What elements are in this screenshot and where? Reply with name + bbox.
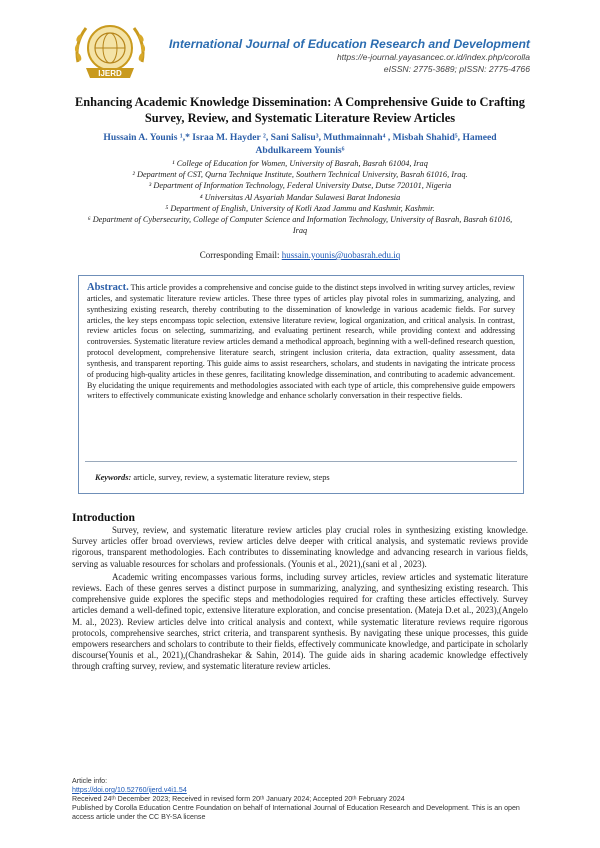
corresponding-email-line <box>0 250 600 260</box>
journal-logo <box>64 16 156 90</box>
affiliation-2: ² Department of CST, Qurna Technique Institute, Southern Technical University, Basrah 61016, Iraq. <box>132 170 468 180</box>
journal-header <box>169 37 530 75</box>
article-info-label: Article info: <box>72 777 108 785</box>
affiliation-5: ⁵ Department of English, University of Kotli Azad Jammu and Kashmir, Kashmir. <box>165 203 435 213</box>
journal-name: International Journal of Education Research and Development <box>169 37 530 51</box>
author-list: Hussain A. Younis ¹,* Israa M. Hayder ², Sani Salisu³, Muthmainnah⁴ , Misbah Shahid⁵, Hameed Abdulkareem Younis⁶ <box>103 132 497 156</box>
introduction-paragraph-1: Survey, review, and systematic literature review articles play crucial roles in synthesizing existing knowledge. Survey articles offer broad overviews, review articles delve deeper with critical analysis, and systematic reviews provide rigorous, transparent methodologies. Each contributes to disseminating knowledge and advancing research in various fields, serving as valuable resources for scholars and professionals. (Younis et al., 2021),(sani et al , 2023). <box>72 525 528 569</box>
abstract-box <box>78 275 524 494</box>
received-dates: Received 24ᵗʰ December 2023; Received in revised form 20ᵗʰ January 2024; Accepted 20ᵗʰ February 2024 <box>72 794 405 803</box>
abstract-paragraph <box>87 283 515 402</box>
affiliation-6: ⁶ Department of Cybersecurity, College of Computer Science and Information Technology, University of Basrah, Basrah 61016, Iraq <box>87 215 513 236</box>
journal-issn: eISSN: 2775-3689; pISSN: 2775-4766 <box>383 64 530 74</box>
abstract-text: This article provides a comprehensive and concise guide to the distinct steps involved in writing survey articles, review articles, and systematic literature review articles. These three types of articles play pivotal roles in summarizing, analyzing, and synthesizing existing research, thereby contributing to the dissemination of knowledge in various academic fields. For survey articles, the key steps encompass topic selection, extensive literature review, logical organization, and critical analysis. In contrast, review articles focus on selecting, summarizing, and evaluating pertinent research, while providing context and addressing controversies. Systematic literature review articles demand a methodical approach, beginning with a well-defined research question, protocol development, comprehensive literature search, stringent inclusion criteria, data extraction, quality assessment, data synthesis, and transparent reporting. This guide aims to assist researchers, scholars, and students in navigating the intricate process of producing high-quality articles in these genres, facilitating knowledge dissemination, and contributing to academic advancement. By elucidating the unique requirements and methodologies associated with each type of article, this comprehensive guide empowers writers to effectively communicate existing knowledge and enhance scholarly conversation in their respective fields. <box>87 283 515 401</box>
affiliation-1: ¹ College of Education for Women, University of Basrah, Basrah 61004, Iraq <box>172 159 428 168</box>
affiliation-list <box>84 158 516 236</box>
corresponding-email-link[interactable]: hussain.younis@uobasrah.edu.iq <box>281 250 401 260</box>
svg-text:IJERD: IJERD <box>98 69 122 78</box>
journal-url[interactable]: https://e-journal.yayasancec.or.id/index.php/corolla <box>336 52 530 62</box>
keywords-text: article, survey, review, a systematic literature review, steps <box>133 473 330 482</box>
keywords-label: Keywords: <box>95 473 132 482</box>
doi-link[interactable]: https://doi.org/10.52760/ijerd.v4i1.54 <box>72 785 187 794</box>
affiliation-4: ⁴ Universitas Al Asyariah Mandar Sulawesi Barat Indonesia <box>199 192 401 202</box>
keywords-line <box>95 473 330 482</box>
article-info-footer <box>72 777 528 822</box>
abstract-divider <box>85 461 517 462</box>
laurel-globe-logo-icon <box>64 16 156 90</box>
introduction-paragraph-2: Academic writing encompasses various forms, including survey articles, review articles and systematic literature reviews. Each of these genres serves a distinct purpose in summarizing, analyzing, and synthesizing existing research. This comprehensive guide explores the specific steps and methodologies required for crafting these articles effectively. Survey articles demand a well-defined topic, extensive literature exploration, and concise presentation. (Mateja D.et al., 2023),(Angelo M. al., 2023). Review articles delve into critical analysis and context, while systematic literature reviews require rigorous protocols, comprehensive searches, strict criteria, and transparent synthesis. By navigating these unique processes, this guide empowers researchers and scholars to contribute to their fields, effectively communicate knowledge, and participate in scholarly discourse(Younis et al., 2021),(Chandrashekar & Sahin, 2014). The guide aids in sharing academic knowledge effectively through crafting survey, review, and systematic literature review articles. <box>72 571 528 672</box>
corresponding-label: Corresponding Email: <box>199 250 280 260</box>
affiliation-3: ³ Department of Information Technology, Federal University Dutse, Dutse 720101, Nigeria <box>148 181 452 191</box>
abstract-heading: Abstract. <box>87 282 129 293</box>
introduction-body <box>72 525 528 675</box>
article-title: Enhancing Academic Knowledge Dissemination: A Comprehensive Guide to Crafting Survey, Review, and Systematic Literature Review Articles <box>75 95 525 125</box>
publisher-license: Published by Corolla Education Centre Foundation on behalf of International Journal of Education Research and Development. This is an open access article under the CC BY-SA license <box>72 803 520 821</box>
introduction-heading: Introduction <box>72 511 135 524</box>
